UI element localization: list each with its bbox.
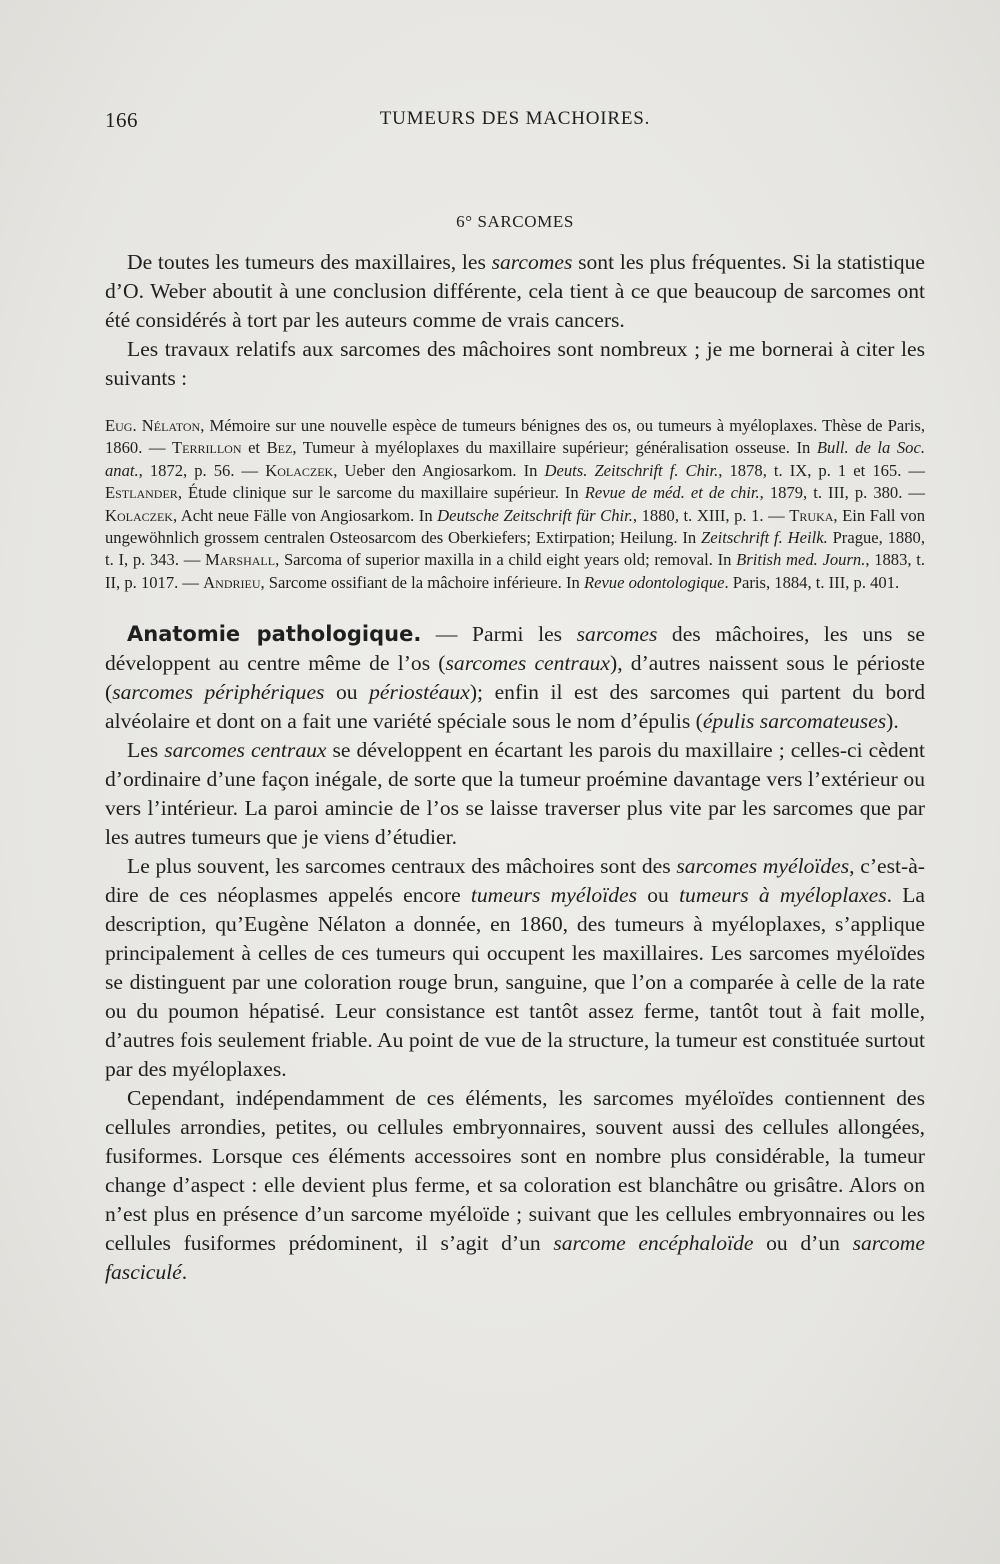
author-name: Kolaczek xyxy=(105,505,173,525)
italic-run: sarcomes centraux xyxy=(164,738,327,763)
author-name: Andrieu xyxy=(203,572,261,592)
text-run: et xyxy=(241,438,267,458)
text-run: ); enfin il est des sarcomes qui partent du bord alvéolaire et dont on a fait une variété spéciale sous le nom d’épulis ( xyxy=(105,680,925,734)
bibliography-block xyxy=(105,415,925,594)
anatomie-paragraph-1 xyxy=(105,620,925,736)
text-run: des mâchoires, les uns se développent au centre même de l’os ( xyxy=(105,622,925,676)
text-run: . xyxy=(181,1260,188,1285)
author-name: Kolaczek xyxy=(265,460,334,480)
running-header xyxy=(105,108,925,142)
text-run: ou xyxy=(637,883,680,908)
text-run: — Parmi les xyxy=(421,622,577,647)
journal-title: Zeitschrift f. Heilk. xyxy=(701,528,828,548)
text-run: , 1883, t. II, p. 1017. — xyxy=(105,550,925,592)
author-name: Bez xyxy=(266,438,293,458)
text-run: se développent en écartant les parois du maxillaire ; celles-ci cèdent d’ordinaire d’une façon inégale, de sorte que la tumeur proémine davantage vers l’extérieur ou vers l’intérieur. La paroi amincie de l’os se laisse traverser plus vite par les sarcomes que par les autres tumeurs que je viens d’étudier. xyxy=(105,738,925,850)
italic-run: sarcomes périphériques xyxy=(112,680,325,705)
text-run: sont les plus fréquentes. Si la statistique d’O. Weber aboutit à une conclusion différente, cela tient à ce que beaucoup de sarcomes ont été considérés à tort par les auteurs comme de vrais cancers. xyxy=(105,250,925,332)
journal-title: Deuts. Zeitschrift f. Chir. xyxy=(544,460,719,480)
italic-run: tumeurs à myéloplaxes xyxy=(679,883,887,908)
page-number: 166 xyxy=(105,108,138,132)
text-run: Le plus souvent, les sarcomes centraux des mâchoires sont des xyxy=(127,854,677,879)
author-name: Truka xyxy=(789,505,834,525)
author-name: Eug. Nélaton xyxy=(105,416,201,435)
text-run: ). xyxy=(886,709,899,734)
text-run: . La description, qu’Eugène Nélaton a donnée, en 1860, des tumeurs à myéloplaxes, s’applique principalement à celles de ces tumeurs qui occupent les maxillaires. Les sarcomes myéloïdes se distinguent par une coloration rouge brun, sanguine, que l’on a comparée à celle de la rate ou du poumon hépatisé. Leur consistance est tantôt assez ferme, tantôt tout à fait molle, d’autres fois seulement friable. Au point de vue de la structure, la tumeur est constituée surtout par des myéloplaxes. xyxy=(105,883,926,1082)
text-run: , 1872, p. 56. — xyxy=(138,460,266,480)
italic-run: épulis sarcomateuses xyxy=(702,709,887,734)
text-run: Prague, 1880, t. I, p. 343. — xyxy=(105,528,925,570)
text-run: , Mémoire sur une nouvelle espèce de tumeurs bénignes des os, ou tumeurs à myéloplaxes. Thèse de Paris, 1860. — xyxy=(105,416,925,458)
text-run: , c’est-à-dire de ces néoplasmes appelés encore xyxy=(105,854,925,908)
text-run: . Paris, 1884, t. III, p. 401. xyxy=(724,572,900,592)
journal-title: Bull. de la Soc. anat. xyxy=(105,438,925,480)
text-run: , 1880, t. XIII, p. 1. — xyxy=(632,505,790,525)
intro-paragraph-1 xyxy=(105,248,925,335)
journal-title: Revue de méd. et de chir. xyxy=(584,483,760,503)
italic-run: périostéaux xyxy=(369,680,470,705)
italic-run: sarcomes xyxy=(491,250,573,274)
text-run: , 1879, t. III, p. 380. — xyxy=(759,483,925,503)
intro-paragraph-2: Les travaux relatifs aux sarcomes des mâchoires sont nombreux ; je me bornerai à citer les suivants : xyxy=(105,337,925,390)
italic-run: sarcome fasciculé xyxy=(105,1231,925,1285)
journal-title: Deutsche Zeitschrift für Chir. xyxy=(437,505,633,525)
text-run: De toutes les tumeurs des maxillaires, les xyxy=(127,250,492,274)
author-name: Terrillon xyxy=(172,438,242,458)
author-name: Marshall xyxy=(205,550,276,570)
subsection-heading: Anatomie pathologique. xyxy=(127,622,422,647)
text-run: Les xyxy=(127,738,165,763)
text-run: , Tumeur à myéloplaxes du maxillaire supérieur; généralisation osseuse. In xyxy=(292,438,817,458)
text-run: ), d’autres naissent sous le périoste ( xyxy=(105,651,925,705)
journal-title: Revue odontologique xyxy=(583,572,725,592)
running-title: TUMEURS DES MACHOIRES. xyxy=(379,108,651,129)
italic-run: sarcomes myéloïdes xyxy=(676,854,850,879)
anatomie-paragraph-4 xyxy=(105,1084,925,1287)
text-run: , 1878, t. IX, p. 1 et 165. — xyxy=(718,460,926,480)
text-column xyxy=(105,108,925,1287)
text-run: , Ueber den Angiosarkom. In xyxy=(333,460,545,480)
italic-run: tumeurs myéloïdes xyxy=(470,883,638,908)
italic-run: sarcome encéphaloïde xyxy=(553,1231,754,1256)
text-run: ou xyxy=(324,680,370,705)
text-run: Cependant, indépendamment de ces éléments, les sarcomes myéloïdes contiennent des cellules arrondies, petites, ou cellules embryonnaires, souvent aussi des cellules allongées, fusiformes. Lorsque ces éléments accessoires sont en nombre plus considérable, la tumeur change d’aspect : elle devient plus ferme, et sa coloration est blanchâtre ou grisâtre. Alors on n’est plus en présence d’un sarcome myéloïde ; suivant que les cellules embryonnaires ou les cellules fusiformes prédominent, il s’agit d’un xyxy=(105,1086,925,1256)
text-run: ou d’un xyxy=(753,1231,853,1256)
text-run: , Ein Fall von ungewöhnlich grossem centralen Osteosarcom des Oberkiefers; Extirpation; Heilung. In xyxy=(105,505,925,548)
italic-run: sarcomes xyxy=(576,622,658,647)
text-run: , Étude clinique sur le sarcome du maxillaire supérieur. In xyxy=(177,483,585,503)
italic-run: sarcomes centraux xyxy=(445,651,610,676)
text-run: , Sarcoma of superior maxilla in a child eight years old; removal. In xyxy=(275,550,737,570)
text-run: , Acht neue Fälle von Angiosarkom. In xyxy=(172,505,438,525)
anatomie-paragraph-3 xyxy=(105,852,925,1084)
text-run: , Sarcome ossifiant de la mâchoire inférieure. In xyxy=(260,572,584,592)
journal-title: British med. Journ. xyxy=(736,550,866,570)
author-name: Estlander xyxy=(105,483,178,503)
section-heading: 6° SARCOMES xyxy=(456,212,574,231)
anatomie-paragraph-2 xyxy=(105,736,925,852)
